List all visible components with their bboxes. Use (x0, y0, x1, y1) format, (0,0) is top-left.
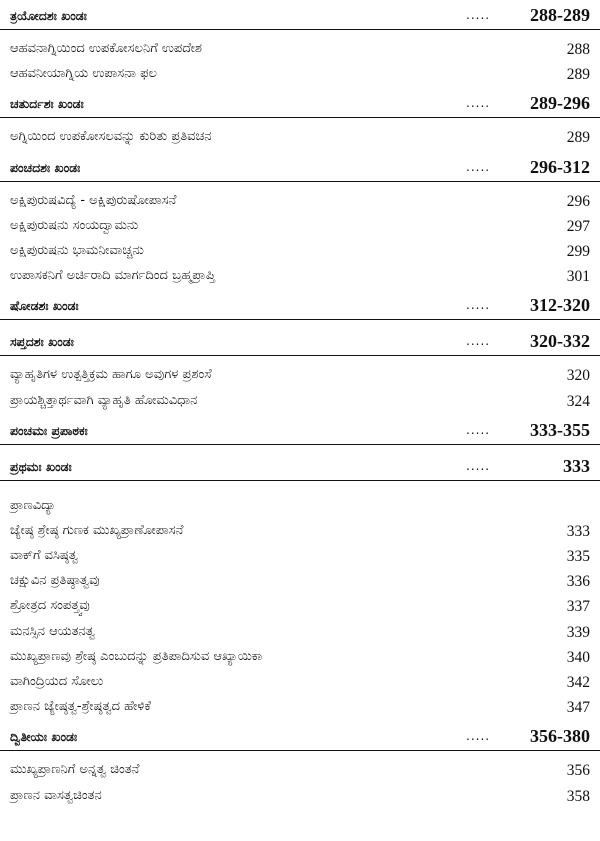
entry-title: ಜ್ಯೇಷ್ಠ ಶ್ರೇಷ್ಠ ಗುಣಕ ಮುಖ್ಯಪ್ರಾಣೋಪಾಸನೆ (10, 522, 184, 538)
toc-entry (0, 644, 600, 669)
entry-page: 342 (566, 674, 590, 691)
entry-title: ಮುಖ್ಯಪ್ರಾಣನಿಗೆ ಅನ್ನತ್ವ ಚಿಂತನೆ (10, 762, 140, 778)
section-heading-row (0, 725, 600, 751)
dot-leader: ..... (466, 334, 491, 349)
entry-title: ಆಹವನಾಗ್ನಿಯಿಂದ ಉಪಕೋಸಲನಿಗೆ ಉಪದೇಶ (10, 41, 203, 56)
section-heading-row (0, 330, 600, 356)
section-page-range: 333 (563, 455, 590, 476)
section-page-range: 320-332 (530, 331, 590, 352)
toc-entry (0, 757, 600, 782)
section-page-range: 333-355 (530, 419, 590, 440)
entry-title: ಅಕ್ಷಿಪುರುಷನು ಸಂಯದ್ವಾಮನು (10, 217, 139, 233)
section-title: ಚತುರ್ದಶಃ ಖಂಡಃ (10, 96, 84, 112)
entry-page: 339 (566, 623, 590, 641)
toc-entry (0, 568, 600, 593)
toc-entry (0, 124, 600, 149)
dot-leader: ..... (466, 458, 491, 473)
dot-leader: ..... (466, 729, 491, 744)
entry-page: 335 (566, 548, 590, 566)
toc-entry (0, 518, 600, 543)
entry-title: ಶ್ರೋತ್ರದ ಸಂಪತ್ತ್ವವು (10, 598, 90, 614)
entry-page: 356 (566, 762, 590, 780)
dot-leader: ..... (466, 159, 491, 174)
entry-title: ಪ್ರಾಣನ ಜ್ಯೇಷ್ಠತ್ವ-ಶ್ರೇಷ್ಠತ್ವದ ಹೇಳಿಕೆ (10, 699, 151, 715)
section-heading-row (0, 419, 600, 445)
entry-page: 340 (566, 648, 590, 666)
dot-leader: ..... (466, 8, 491, 22)
entry-page: 333 (566, 522, 590, 540)
toc-entry (0, 593, 600, 618)
entry-page: 347 (566, 699, 590, 717)
section-heading-row (0, 4, 600, 30)
entry-title: ಪ್ರಾಣನ ವಾಸತ್ವಚಿಂತನ (10, 787, 102, 803)
entry-page: 289 (566, 66, 590, 84)
entry-page: 336 (566, 573, 590, 591)
entry-title: ಆಹವನೀಯಾಗ್ನಿಯ ಉಪಾಸನಾ ಫಲ (10, 66, 157, 82)
dot-leader: ..... (466, 96, 491, 111)
section-title: ತ್ರಯೋದಶಃ ಖಂಡಃ (10, 8, 87, 23)
toc-entry (0, 263, 600, 288)
section-title: ದ್ವಿತೀಯಃ ಖಂಡಃ (10, 729, 78, 745)
entry-title: ಮುಖ್ಯಪ್ರಾಣವು ಶ್ರೇಷ್ಠ ಎಂಬುದನ್ನು ಪ್ರತಿಪಾದಿಸುವ ಆಖ್ಯಾಯಿಕಾ (10, 648, 263, 664)
entry-title: ವಾಗಿಂದ್ರಿಯದ ಸೋಲು (10, 674, 104, 689)
toc-entry (0, 36, 600, 61)
toc-entry (0, 388, 600, 413)
entry-title: ಅಕ್ಷಿಪುರುಷನು ಭಾಮನೀವಾಚ್ಚನು (10, 242, 144, 258)
toc-entry (0, 213, 600, 238)
entry-page: 320 (566, 367, 590, 385)
section-heading-row (0, 294, 600, 320)
section-title: ಸಪ್ತದಶಃ ಖಂಡಃ (10, 334, 74, 350)
entry-title: ಅಗ್ನಿಯಿಂದ ಉಪಕೋಸಲವನ್ನು ಕುರಿತು ಪ್ರತಿವಚನ (10, 129, 212, 145)
entry-page: 296 (566, 192, 590, 210)
toc-entry (0, 61, 600, 86)
dot-leader: ..... (466, 298, 491, 313)
section-title: ಪ್ರಥಮಃ ಖಂಡಃ (10, 458, 72, 474)
toc-entry (0, 783, 600, 808)
entry-title: ಮನಸ್ಸಿನ ಆಯತನತ್ವ (10, 623, 95, 639)
entry-page: 288 (566, 41, 590, 58)
entry-title: ಉಪಾಸಕನಿಗೆ ಅರ್ಚಿರಾದಿ ಮಾರ್ಗದಿಂದ ಬ್ರಹ್ಮಪ್ರಾಪ್ತಿ (10, 268, 216, 284)
dot-leader: ..... (466, 422, 491, 437)
toc-entry (0, 543, 600, 568)
entry-page: 324 (566, 392, 590, 410)
toc-entry (0, 669, 600, 694)
entry-page: 289 (566, 129, 590, 147)
section-heading-row (0, 92, 600, 118)
entry-title: ಚಕ್ಷುವಿನ ಪ್ರತಿಷ್ಠಾತ್ವವು (10, 573, 100, 589)
section-heading-row (0, 156, 600, 182)
section-heading-row (0, 455, 600, 481)
section-page-range: 296-312 (530, 156, 590, 177)
subsection-heading-row (0, 493, 600, 518)
entry-title: ವ್ಯಾಹೃತಿಗಳ ಉತ್ಪತ್ತಿಕ್ರಮ ಹಾಗೂ ಅವುಗಳ ಪ್ರಶಂಸೆ (10, 367, 212, 383)
section-title: ಪಂಚಮಃ ಪ್ರಪಾಠಕಃ (10, 422, 88, 438)
section-page-range: 312-320 (530, 295, 590, 316)
section-page-range: 288-289 (530, 5, 590, 25)
section-page-range: 289-296 (530, 93, 590, 114)
entry-title: ಪ್ರಾಯಶ್ಚಿತ್ತಾರ್ಥವಾಗಿ ವ್ಯಾಹೃತಿ ಹೋಮವಿಧಾನ (10, 392, 198, 408)
entry-page: 337 (566, 598, 590, 616)
entry-page: 299 (566, 242, 590, 260)
subsection-heading: ಪ್ರಾಣವಿದ್ಯಾ (10, 497, 56, 513)
section-title: ಷೋಡಶಃ ಖಂಡಃ (10, 298, 79, 314)
toc-entry (0, 238, 600, 263)
toc-entry (0, 694, 600, 719)
toc-entry (0, 619, 600, 644)
toc-entry (0, 362, 600, 387)
section-page-range: 356-380 (530, 726, 590, 747)
entry-title: ಅಕ್ಷಿಪುರುಷವಿದ್ಯೆ - ಅಕ್ಷಿಪುರುಷೋಪಾಸನೆ (10, 192, 177, 208)
entry-page: 297 (566, 217, 590, 235)
entry-page: 301 (566, 268, 590, 286)
section-title: ಪಂಚದಶಃ ಖಂಡಃ (10, 159, 81, 175)
entry-title: ವಾಕ್‌ಗೆ ವಸಿಷ್ಠತ್ವ (10, 548, 78, 564)
entry-page: 358 (566, 787, 590, 805)
toc-entry (0, 188, 600, 213)
